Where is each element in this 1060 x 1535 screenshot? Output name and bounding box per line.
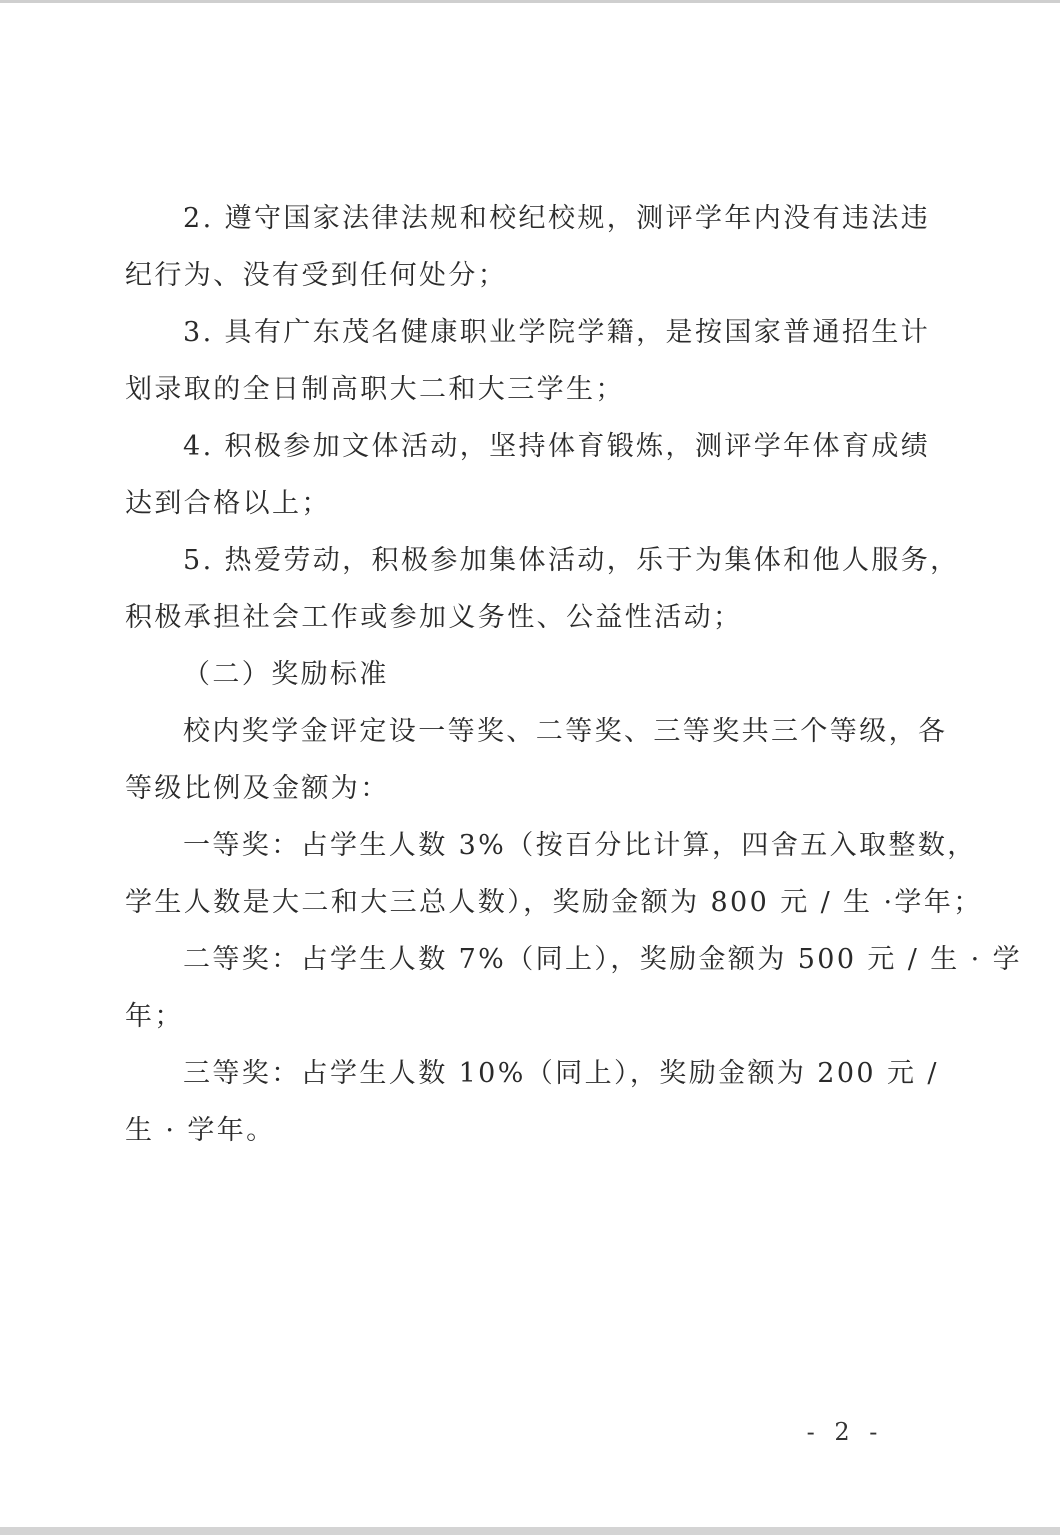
- criterion-3-line-1: 3. 具有广东茂名健康职业学院学籍，是按国家普通招生计: [183, 317, 931, 348]
- criterion-5-line-2: 积极承担社会工作或参加义务性、公益性活动；: [125, 602, 743, 633]
- criterion-2-line-1: 2. 遵守国家法律法规和校纪校规，测评学年内没有违法违: [183, 203, 931, 234]
- second-prize-line-1: 二等奖：占学生人数 7%（同上），奖励金额为 500 元 / 生 · 学: [183, 944, 1023, 975]
- criterion-3-line-2: 划录取的全日制高职大二和大三学生；: [125, 374, 625, 405]
- second-prize-line-2: 年；: [125, 1001, 184, 1032]
- document-body: [125, 190, 1023, 1159]
- standard-intro-line-1: 校内奖学金评定设一等奖、二等奖、三等奖共三个等级，各: [183, 716, 948, 747]
- scan-bottom-edge: [0, 1527, 1060, 1535]
- scan-top-edge: [0, 0, 1060, 3]
- third-prize-line-1: 三等奖：占学生人数 10%（同上），奖励金额为 200 元 /: [183, 1058, 939, 1089]
- criterion-4-line-2: 达到合格以上；: [125, 488, 331, 519]
- criterion-4-line-1: 4. 积极参加文体活动，坚持体育锻炼，测评学年体育成绩: [183, 431, 931, 462]
- criterion-2-line-2: 纪行为、没有受到任何处分；: [125, 260, 508, 291]
- criterion-5-line-1: 5. 热爱劳动，积极参加集体活动，乐于为集体和他人服务，: [183, 545, 960, 576]
- first-prize-line-1: 一等奖：占学生人数 3%（按百分比计算，四舍五入取整数，: [183, 830, 977, 861]
- section-heading: （二）奖励标准: [183, 659, 389, 690]
- first-prize-line-2: 学生人数是大二和大三总人数），奖励金额为 800 元 / 生 ·学年；: [125, 887, 983, 918]
- standard-intro-line-2: 等级比例及金额为：: [125, 773, 390, 804]
- page-number: - 2 -: [806, 1418, 884, 1446]
- third-prize-line-2: 生 · 学年。: [125, 1115, 276, 1146]
